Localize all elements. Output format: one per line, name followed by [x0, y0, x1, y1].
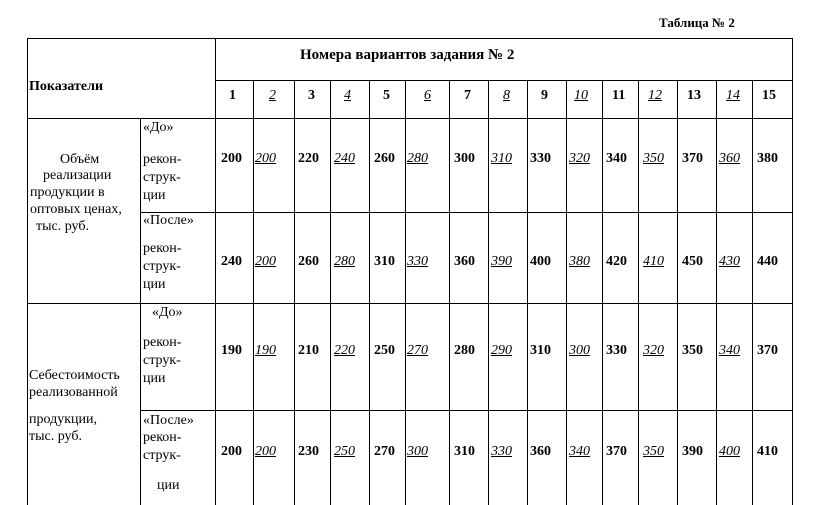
- value-cell: 320: [569, 151, 590, 166]
- value-cell: 250: [374, 343, 395, 358]
- value-cell: 370: [682, 151, 703, 166]
- variant-number: 5: [383, 88, 390, 103]
- stage-recon-line: рекон-: [143, 335, 182, 350]
- value-cell: 320: [643, 343, 664, 358]
- stage-after-label: «После»: [143, 413, 194, 428]
- indicator-label-line: оптовых ценах,: [30, 202, 122, 217]
- value-cell: 340: [569, 444, 590, 459]
- value-cell: 380: [757, 151, 778, 166]
- value-cell: 360: [454, 254, 475, 269]
- value-cell: 430: [719, 254, 740, 269]
- value-cell: 280: [454, 343, 475, 358]
- value-cell: 270: [407, 343, 428, 358]
- value-cell: 410: [643, 254, 664, 269]
- value-cell: 310: [491, 151, 512, 166]
- value-cell: 310: [374, 254, 395, 269]
- indicator-label-line: продукции в: [30, 185, 105, 200]
- stage-recon-line: рекон-: [143, 241, 182, 256]
- value-cell: 220: [334, 343, 355, 358]
- value-cell: 270: [374, 444, 395, 459]
- variant-number: 2: [269, 88, 276, 103]
- value-cell: 330: [530, 151, 551, 166]
- value-cell: 380: [569, 254, 590, 269]
- value-cell: 400: [530, 254, 551, 269]
- value-cell: 200: [255, 444, 276, 459]
- value-cell: 300: [454, 151, 475, 166]
- value-cell: 440: [757, 254, 778, 269]
- value-cell: 280: [334, 254, 355, 269]
- value-cell: 340: [719, 343, 740, 358]
- value-cell: 200: [255, 254, 276, 269]
- stage-recon-line: ции: [143, 188, 166, 203]
- value-cell: 190: [221, 343, 242, 358]
- value-cell: 300: [407, 444, 428, 459]
- stage-before-label: «До»: [152, 305, 183, 320]
- value-cell: 200: [221, 151, 242, 166]
- stage-recon-line: ции: [157, 478, 180, 493]
- variant-number: 8: [503, 88, 510, 103]
- stage-recon-line: струк-: [143, 170, 181, 185]
- indicator-label-line: реализованной: [29, 385, 118, 400]
- value-cell: 340: [606, 151, 627, 166]
- value-cell: 240: [334, 151, 355, 166]
- value-cell: 210: [298, 343, 319, 358]
- variant-number: 14: [726, 88, 740, 103]
- value-cell: 300: [569, 343, 590, 358]
- indicator-label-line: тыс. руб.: [36, 219, 89, 234]
- variants-title: Номера вариантов задания № 2: [300, 47, 515, 63]
- stage-recon-line: струк-: [143, 353, 181, 368]
- value-cell: 350: [643, 151, 664, 166]
- value-cell: 410: [757, 444, 778, 459]
- value-cell: 350: [643, 444, 664, 459]
- value-cell: 330: [407, 254, 428, 269]
- value-cell: 370: [757, 343, 778, 358]
- value-cell: 200: [255, 151, 276, 166]
- variant-number: 15: [762, 88, 776, 103]
- variant-number: 12: [648, 88, 662, 103]
- value-cell: 390: [491, 254, 512, 269]
- indicators-header: Показатели: [29, 79, 104, 94]
- variant-number: 7: [464, 88, 471, 103]
- variant-number: 6: [424, 88, 431, 103]
- stage-recon-line: рекон-: [143, 152, 182, 167]
- value-cell: 280: [407, 151, 428, 166]
- variant-number: 1: [229, 88, 236, 103]
- indicator-label-line: Себестоимость: [29, 368, 120, 383]
- variant-number: 11: [612, 88, 626, 103]
- value-cell: 250: [334, 444, 355, 459]
- value-cell: 390: [682, 444, 703, 459]
- value-cell: 420: [606, 254, 627, 269]
- variant-number: 3: [308, 88, 315, 103]
- value-cell: 290: [491, 343, 512, 358]
- value-cell: 240: [221, 254, 242, 269]
- stage-after-label: «После»: [143, 213, 194, 228]
- indicator-label-line: Объём: [60, 152, 100, 167]
- value-cell: 310: [454, 444, 475, 459]
- variant-number: 9: [541, 88, 548, 103]
- value-cell: 330: [491, 444, 512, 459]
- value-cell: 230: [298, 444, 319, 459]
- stage-recon-line: струк-: [143, 259, 181, 274]
- value-cell: 200: [221, 444, 242, 459]
- value-cell: 260: [374, 151, 395, 166]
- stage-recon-line: рекон-: [143, 430, 182, 445]
- indicator-label-line: реализации: [43, 168, 112, 183]
- variant-number: 10: [574, 88, 588, 103]
- value-cell: 400: [719, 444, 740, 459]
- value-cell: 220: [298, 151, 319, 166]
- value-cell: 350: [682, 343, 703, 358]
- value-cell: 370: [606, 444, 627, 459]
- variant-number: 13: [687, 88, 701, 103]
- value-cell: 330: [606, 343, 627, 358]
- stage-recon-line: ции: [143, 371, 166, 386]
- table-caption: Таблица № 2: [659, 15, 735, 30]
- stage-recon-line: ции: [143, 277, 166, 292]
- value-cell: 360: [719, 151, 740, 166]
- value-cell: 360: [530, 444, 551, 459]
- indicator-label-line: продукции,: [29, 412, 97, 427]
- variant-number: 4: [344, 88, 351, 103]
- value-cell: 450: [682, 254, 703, 269]
- value-cell: 260: [298, 254, 319, 269]
- indicator-label-line: тыс. руб.: [29, 429, 82, 444]
- stage-recon-line: струк-: [143, 448, 181, 463]
- stage-before-label: «До»: [143, 120, 174, 135]
- value-cell: 190: [255, 343, 276, 358]
- value-cell: 310: [530, 343, 551, 358]
